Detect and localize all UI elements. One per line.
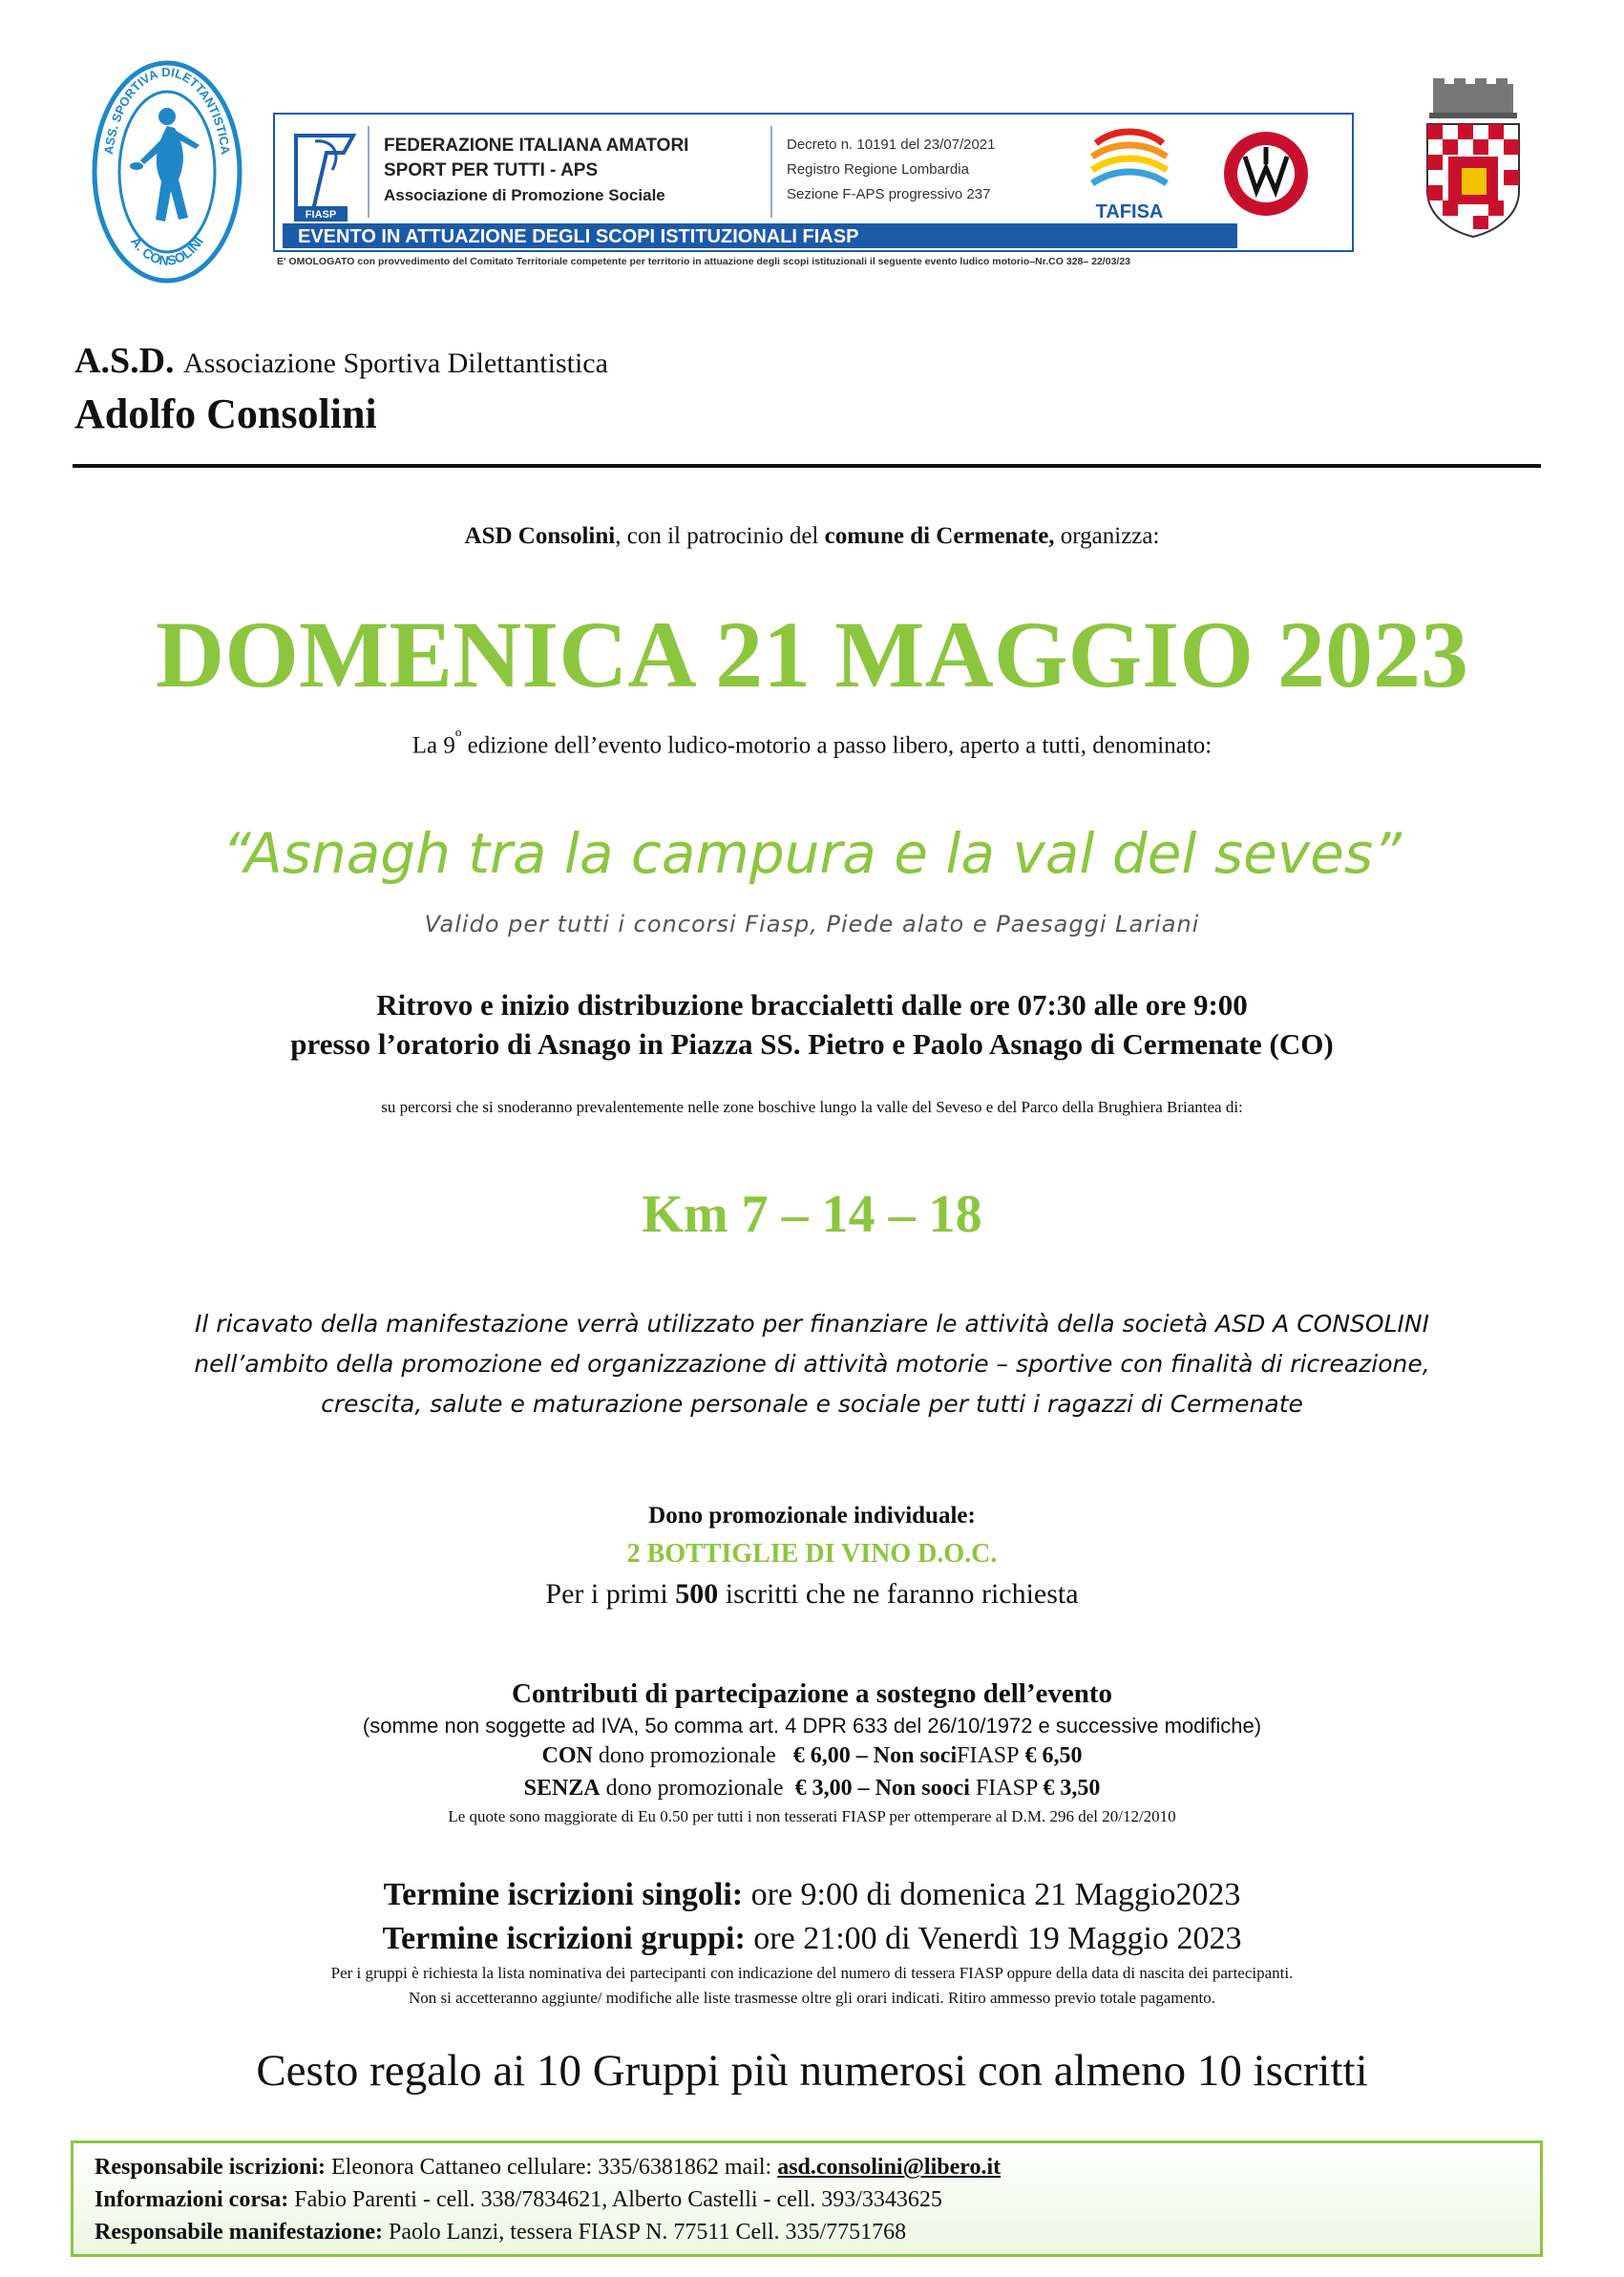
fee-without-gift: SENZA dono promozionale € 3,00 – Non sooci FIASP € 3,50 [523, 1776, 1101, 1801]
fee-with-gift: CON dono promozionale € 6,00 – Non sociFIASP € 6,50 [541, 1743, 1083, 1768]
asd-acronym: A.S.D. [74, 341, 175, 381]
svg-text:TAFISA: TAFISA [1095, 201, 1164, 222]
deadline-single: Termine iscrizioni singoli: ore 9:00 di domenica 21 Maggio2023 [383, 1877, 1241, 1912]
svg-text:SPORT PER TUTTI - APS: SPORT PER TUTTI - APS [384, 160, 599, 180]
intro-org: ASD Consolini [464, 523, 616, 549]
fiasp-homologation-note: E' OMOLOGATO con provvedimento del Comitato Territoriale competente per territorio in attuazione degli scopi istituzionali il seguente evento ludico motorio–Nr.CO 328– 22/03/23 [277, 256, 1131, 267]
edition-line: La $9^º$ edizione dell’evento ludico-motorio a passo libero, aperto a tutti, denominato: [411, 726, 1213, 759]
gift-section [0, 1497, 1624, 1615]
contact-registrations: Responsabile iscrizioni: Eleonora Cattaneo cellulare: 335/6381862 mail: asd.consolini@libero.it [95, 2155, 1002, 2180]
contact-race-info: Informazioni corsa: Fabio Parenti - cell. 338/7834621, Alberto Castelli - cell. 393/3343625 [95, 2187, 942, 2212]
meeting-place: presso l’oratorio di Asnago in Piazza SS. Pietro e Paolo Asnago di Cermenate (CO) [290, 1027, 1334, 1061]
gift-title: Dono promozionale individuale: [648, 1503, 976, 1529]
fees-note: Le quote sono maggiorate di Eu 0.50 per tutti i non tesserati FIASP per ottemperare al D.M. 296 del 20/12/2010 [448, 1807, 1176, 1825]
meeting-info [0, 985, 1624, 1064]
valid-competitions-note: Valido per tutti i concorsi Fiasp, Piede alato e Paesaggi Lariani [424, 911, 1200, 938]
club-name: Adolfo Consolini [74, 390, 377, 437]
route-note: su percorsi che si snoderanno prevalentemente nelle zone boschive lungo la valle del Seveso e del Parco della Brughiera Briantea di: [381, 1098, 1243, 1116]
fees-title: Contributi di partecipazione a sostegno dell’evento [511, 1678, 1113, 1709]
svg-text:Registro Regione Lombardia: Registro Regione Lombardia [787, 161, 969, 178]
asd-heading [74, 340, 608, 382]
event-date-title: DOMENICA 21 MAGGIO 2023 [156, 601, 1468, 707]
contact-email-link[interactable]: asd.consolini@libero.it [777, 2155, 1002, 2180]
asd-full-name: Associazione Sportiva Dilettantistica [183, 348, 608, 379]
distances: Km 7 – 14 – 18 [642, 1185, 982, 1244]
gift-item: 2 BOTTIGLIE DI VINO D.O.C. [626, 1539, 998, 1569]
proceeds-statement: Il ricavato della manifestazione verrà utilizzato per finanziare le attività della società ASD A CONSOLINI nell’ambito della promozione ed organizzazione di attività motorie – sportive con finalità di ricreazione, crescita, salute e maturazione personale e sociale per tutti i ragazzi di Cermenate [194, 1310, 1430, 1418]
deadline-note-2: Non si accetteranno aggiunte/ modifiche alle liste trasmesse oltre gli orari indicati. Ritiro ammesso previo totale pagamento. [408, 1989, 1216, 2007]
deadlines-section [0, 1873, 1624, 2011]
municipal-crest-icon [1420, 76, 1527, 239]
tafisa-logo-icon [1092, 132, 1167, 183]
deadline-note-1: Per i gruppi è richiesta la lista nominativa dei partecipanti con indicazione del numero di tessera FIASP oppure della data di nascita dei partecipanti. [330, 1964, 1294, 1982]
svg-text:Decreto n. 10191 del 23/07/202: Decreto n. 10191 del 23/07/2021 [787, 137, 996, 153]
contact-event-manager: Responsabile manifestazione: Paolo Lanzi, tessera FIASP N. 77511 Cell. 335/7751768 [95, 2220, 907, 2245]
asd-consolini-logo [91, 57, 243, 286]
svg-text:A. CONSOLINI: A. CONSOLINI [128, 233, 206, 268]
intro-comune: comune di Cermenate, [824, 523, 1055, 549]
svg-text:FIASP: FIASP [305, 209, 337, 221]
group-prize: Cesto regalo ai 10 Gruppi più numerosi con almeno 10 iscritti [256, 2046, 1368, 2096]
svg-text:Associazione di Promozione Soc: Associazione di Promozione Sociale [384, 186, 665, 204]
fees-subtitle: (somme non soggette ad IVA, 5o comma art. 4 DPR 633 del 26/10/1972 e successive modifiche) [362, 1714, 1262, 1738]
fiasp-banner [273, 113, 1354, 252]
ivv-logo-icon [1224, 132, 1308, 216]
contacts-box [71, 2140, 1543, 2257]
svg-text:Sezione F-APS progressivo 237: Sezione F-APS progressivo 237 [787, 186, 991, 202]
intro-line: ASD Consolini, con il patrocinio del comune di Cermenate, organizza: [464, 523, 1160, 549]
discus-thrower-icon [91, 57, 243, 286]
deadline-group: Termine iscrizioni gruppi: ore 21:00 di Venerdì 19 Maggio 2023 [382, 1921, 1242, 1956]
header-divider [73, 464, 1541, 468]
meeting-time: Ritrovo e inizio distribuzione braccialetti dalle ore 07:30 alle ore 9:00 [376, 988, 1248, 1022]
svg-text:EVENTO IN ATTUAZIONE DEGLI SCO: EVENTO IN ATTUAZIONE DEGLI SCOPI ISTITUZIONALI FIASP [298, 226, 859, 247]
gift-condition: Per i primi 500 iscritti che ne faranno richiesta [545, 1578, 1079, 1610]
event-name: “Asnagh tra la campura e la val del seves” [221, 821, 1403, 886]
svg-text:ASS. SPORTIVA DILETTANTISTICA: ASS. SPORTIVA DILETTANTISTICA [100, 64, 234, 156]
fees-section [0, 1675, 1624, 1829]
svg-text:FEDERAZIONE ITALIANA AMATORI: FEDERAZIONE ITALIANA AMATORI [384, 136, 689, 156]
